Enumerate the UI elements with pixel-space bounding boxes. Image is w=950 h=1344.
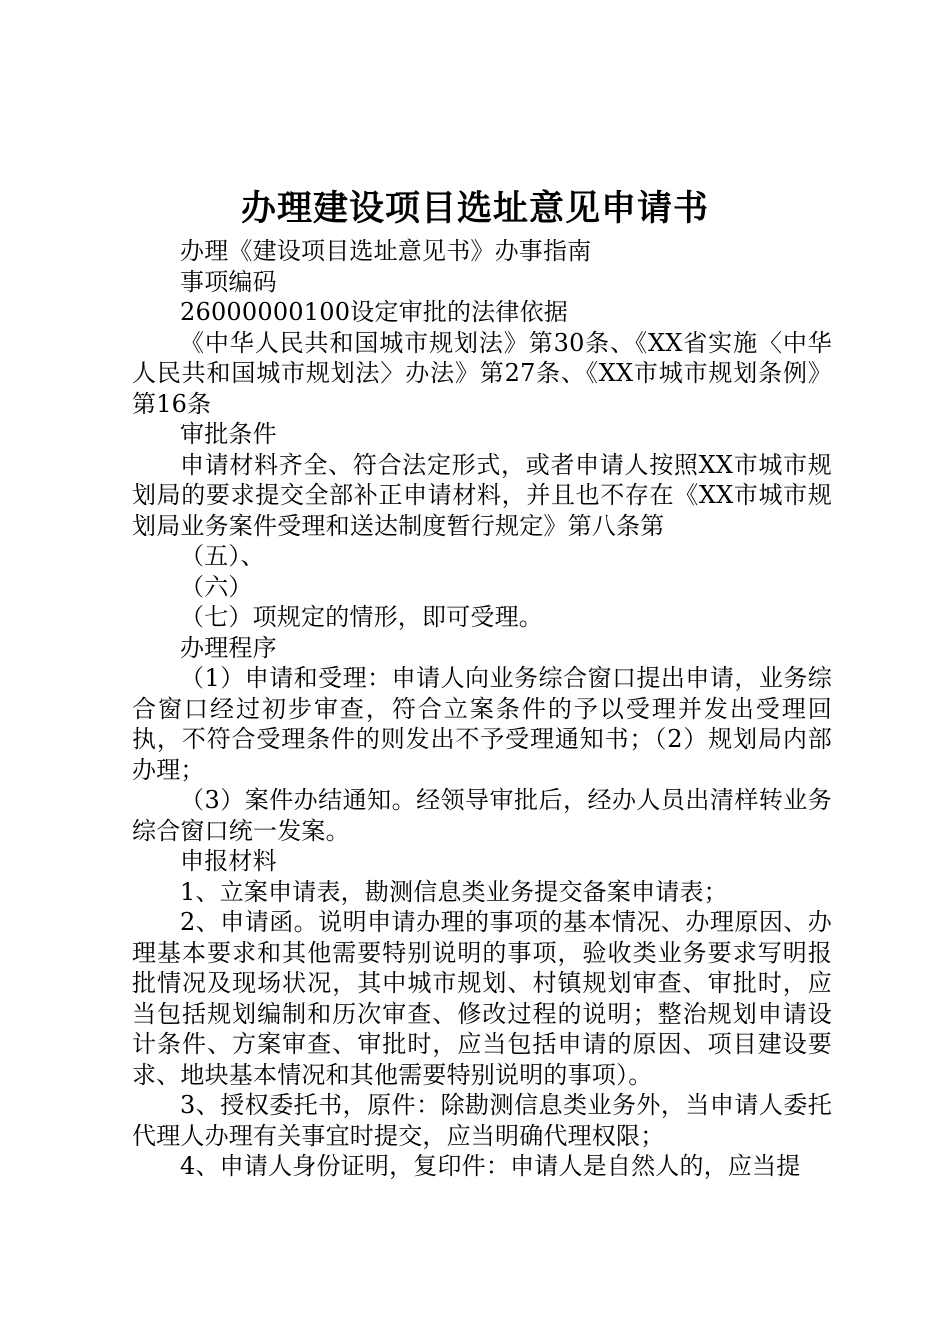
paragraph-material-2: 2、申请函。说明申请办理的事项的基本情况、办理原因、办理基本要求和其他需要特别说明的事项，验收类业务要求写明报批情况及现场状况，其中城市规划、村镇规划审查、审批时，应当包括规划编制和历次审查、修改过程的说明；整治规划申请设计条件、方案审查、审批时，应当包括申请的原因、项目建设要求、地块基本情况和其他需要特别说明的事项）。 <box>132 908 832 1089</box>
paragraph-item-six: （六） <box>180 572 253 601</box>
paragraph-item-seven: （七）项规定的情形，即可受理。 <box>180 603 543 631</box>
paragraph-material-4: 4、申请人身份证明，复印件：申请人是自然人的，应当提 <box>180 1152 801 1180</box>
document-title: 办理建设项目选址意见申请书 <box>240 188 709 229</box>
paragraph-legal-basis: 《中华人民共和国城市规划法》第30条、《XX省实施〈中华人民共和国城市规划法〉办法》第27条、《XX市城市规划条例》第16条 <box>132 328 832 418</box>
paragraph-item-code-heading: 事项编码 <box>180 267 277 296</box>
paragraph-material-3: 3、授权委托书，原件：除勘测信息类业务外，当申请人委托代理人办理有关事宜时提交，应当明确代理权限； <box>132 1091 832 1150</box>
paragraph-guide-title: 办理《建设项目选址意见书》办事指南 <box>180 237 592 265</box>
paragraph-approval-conditions: 申请材料齐全、符合法定形式，或者申请人按照XX市城市规划局的要求提交全部补正申请材料，并且也不存在《XX市城市规划局业务案件受理和送达制度暂行规定》第八条第 <box>132 450 832 540</box>
paragraph-approval-conditions-heading: 审批条件 <box>180 420 277 448</box>
paragraph-item-five: （五）、 <box>180 542 265 570</box>
paragraph-material-1: 1、立案申请表，勘测信息类业务提交备案申请表； <box>180 877 728 906</box>
paragraph-procedure-step-3: （3）案件办结通知。经领导审批后，经办人员出清样转业务综合窗口统一发案。 <box>132 786 832 845</box>
paragraph-procedure-heading: 办理程序 <box>180 633 277 662</box>
paragraph-procedure-step-1: （1）申请和受理：申请人向业务综合窗口提出申请，业务综合窗口经过初步审查，符合立案条件的予以受理并发出受理回执，不符合受理条件的则发出不予受理通知书；（2）规划局内部办理； <box>132 664 832 784</box>
document-body <box>132 236 832 1182</box>
paragraph-materials-heading: 申报材料 <box>180 847 277 875</box>
paragraph-item-code: 26000000100设定审批的法律依据 <box>180 298 568 326</box>
